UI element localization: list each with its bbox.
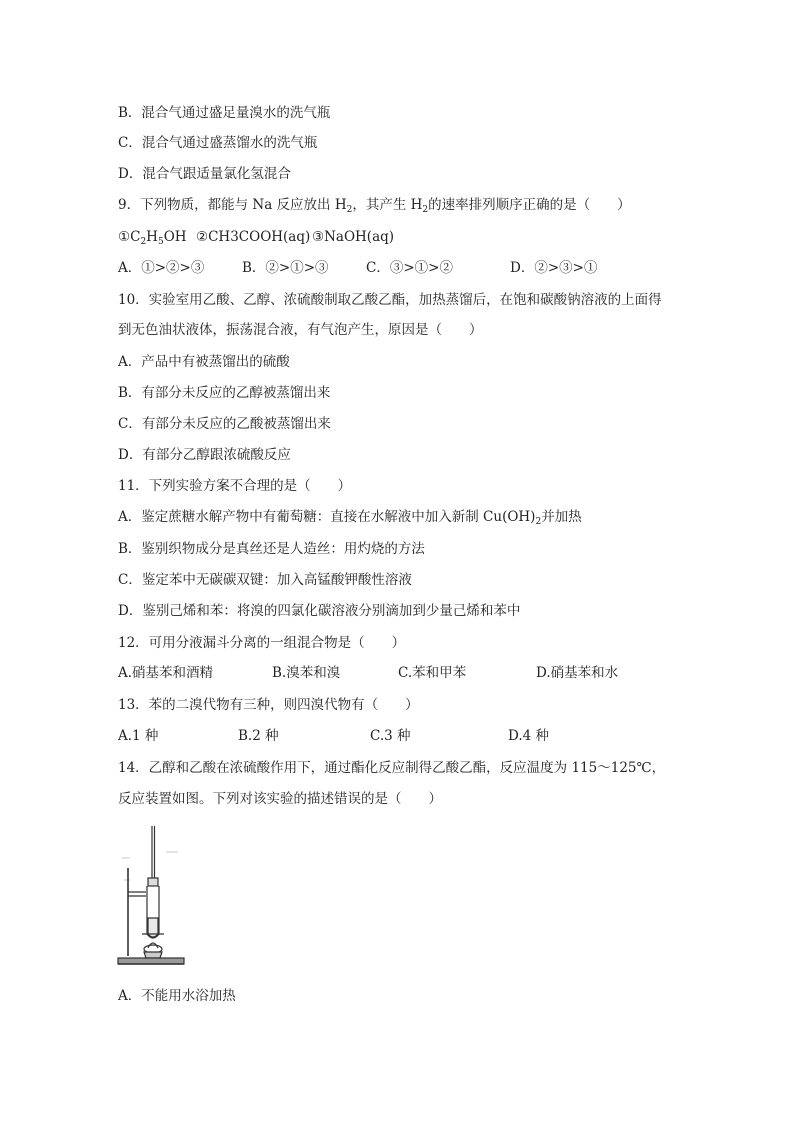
q9-option-a: A．①>②>③ xyxy=(118,260,205,276)
q12-option-d: D.硝基苯和水 xyxy=(536,665,619,681)
q9-substance-1: $①C_2H_5OH$ xyxy=(118,229,187,247)
q8-option-d: D．混合气跟适量氯化氢混合 xyxy=(118,166,291,182)
q10-option-a: A．产品中有被蒸馏出的硫酸 xyxy=(118,354,290,370)
q8-option-b: B．混合气通过盛足量溴水的洗气瓶 xyxy=(118,105,331,121)
q10-option-b: B．有部分未反应的乙醇被蒸馏出来 xyxy=(118,385,331,401)
q12-option-b: B.溴苯和溴 xyxy=(272,665,341,681)
q13-option-d: D.4 种 xyxy=(508,728,550,744)
q11-option-a: A．鉴定蔗糖水解产物中有葡萄糖：直接在水解液中加入新制 $Cu(OH)_2$并加热 xyxy=(118,509,582,527)
q10-stem-line2: 到无色油状液体，振荡混合液，有气泡产生，原因是（ ） xyxy=(118,322,483,338)
q13-stem: 13．苯的二溴代物有三种，则四溴代物有（ ） xyxy=(118,697,419,713)
q10-option-c: C．有部分未反应的乙酸被蒸馏出来 xyxy=(118,416,331,432)
q13-option-c: C.3 种 xyxy=(370,728,411,744)
q9-option-d: D．②>③>① xyxy=(510,260,598,276)
q13-option-a: A.1 种 xyxy=(118,728,159,744)
esterification-apparatus-figure xyxy=(116,822,188,970)
q9-substance-2: ②CH3COOH(aq) xyxy=(196,229,311,245)
q12-option-a: A.硝基苯和酒精 xyxy=(118,665,214,681)
q8-option-c: C．混合气通过盛蒸馏水的洗气瓶 xyxy=(118,135,318,151)
q12-stem: 12．可用分液漏斗分离的一组混合物是（ ） xyxy=(118,635,406,651)
q11-option-d: D．鉴别己烯和苯：将溴的四氯化碳溶液分别滴加到少量己烯和苯中 xyxy=(118,603,521,619)
q10-stem-line1: 10．实验室用乙酸、乙醇、浓硫酸制取乙酸乙酯，加热蒸馏后，在饱和碳酸钠溶液的上面得 xyxy=(118,292,662,308)
q11-option-b: B．鉴别织物成分是真丝还是人造丝：用灼烧的方法 xyxy=(118,541,425,557)
q9-stem: 9．下列物质，都能与 Na 反应放出 $H_2$，其产生 $H_2$的速率排列顺序正确的是（ ） xyxy=(118,197,631,215)
q11-option-c: C．鉴定苯中无碳碳双键：加入高锰酸钾酸性溶液 xyxy=(118,572,412,588)
q9-option-b: B．②>①>③ xyxy=(242,260,329,276)
q9-substance-3: ③NaOH(aq) xyxy=(312,229,395,245)
q9-option-c: C．③>①>② xyxy=(366,260,453,276)
q14-stem-line1: 14．乙醇和乙酸在浓硫酸作用下，通过酯化反应制得乙酸乙酯，反应温度为 115～125℃， xyxy=(118,760,666,776)
q10-option-d: D．有部分乙醇跟浓硫酸反应 xyxy=(118,447,291,463)
q13-option-b: B.2 种 xyxy=(238,728,279,744)
q14-option-a: A．不能用水浴加热 xyxy=(118,988,236,1004)
q12-option-c: C.苯和甲苯 xyxy=(398,665,467,681)
q11-stem: 11．下列实验方案不合理的是（ ） xyxy=(118,478,352,494)
q14-stem-line2: 反应装置如图。下列对该实验的描述错误的是（ ） xyxy=(118,791,442,807)
